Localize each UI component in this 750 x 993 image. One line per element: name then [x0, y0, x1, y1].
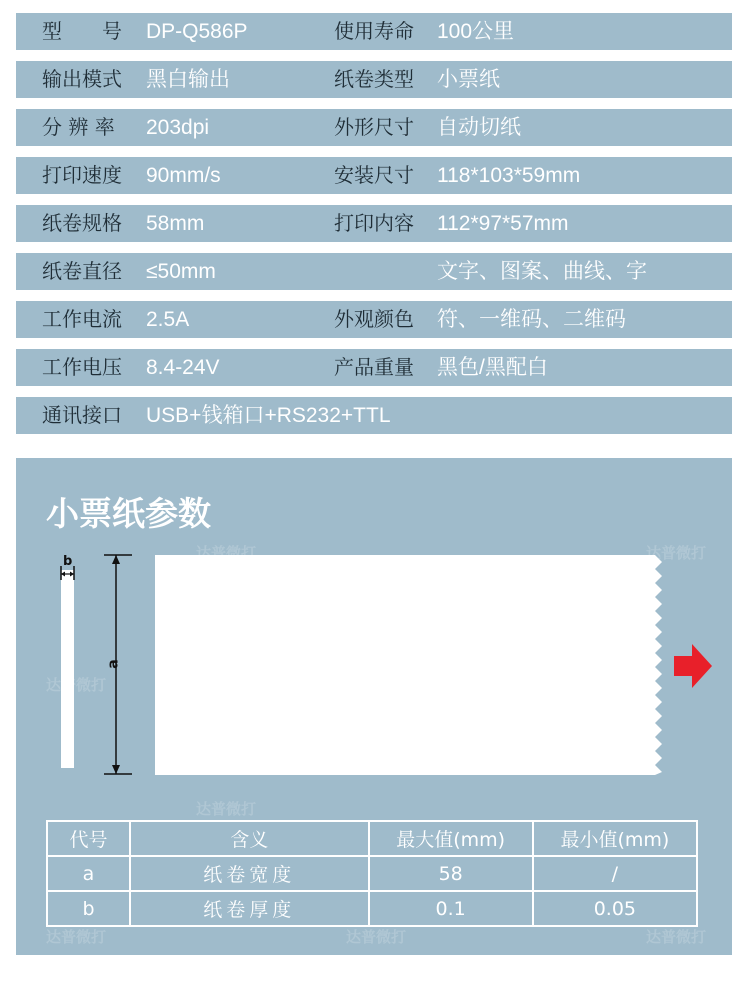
spec-label: 工作电流	[42, 307, 122, 331]
watermark: 达普微打	[196, 800, 257, 818]
spec-row	[16, 397, 732, 434]
next-arrow-icon	[674, 644, 712, 688]
table-cell: a	[47, 856, 130, 891]
spec-row	[16, 349, 732, 386]
spec-label: 纸卷直径	[42, 259, 122, 283]
spec-label: 分 辨 率	[42, 115, 115, 139]
spec-value: 文字、图案、曲线、字	[437, 260, 647, 283]
spec-value: USB+钱箱口+RS232+TTL	[146, 404, 391, 427]
spec-value: 90mm/s	[146, 164, 221, 187]
spec-value: 100公里	[437, 20, 515, 43]
spec-label: 打印速度	[42, 163, 122, 187]
spec-value: 118*103*59mm	[437, 164, 581, 187]
section-title: 小票纸参数	[46, 494, 211, 533]
spec-label: 型 号	[42, 19, 122, 43]
column-header: 最大值(mm)	[369, 821, 533, 856]
table-cell: /	[533, 856, 697, 891]
watermark: 达普微打	[646, 928, 707, 946]
paper-parameter-table	[46, 820, 698, 927]
spec-value: 自动切纸	[437, 116, 521, 139]
spec-label: 外观颜色	[334, 307, 414, 331]
spec-label: 工作电压	[42, 355, 122, 379]
spec-value: 8.4-24V	[146, 356, 220, 379]
table-row	[47, 856, 697, 891]
column-header: 代号	[47, 821, 130, 856]
spec-row	[16, 157, 732, 194]
spec-label: 通讯接口	[42, 403, 122, 427]
table-cell: 纸卷宽度	[130, 856, 369, 891]
table-header-row	[47, 821, 697, 856]
table-cell: 纸卷厚度	[130, 891, 369, 926]
spec-value: 符、一维码、二维码	[437, 308, 626, 331]
spec-label: 输出模式	[42, 67, 122, 91]
spec-value: 112*97*57mm	[437, 212, 569, 235]
spec-label: 使用寿命	[334, 19, 414, 43]
spec-label: 外形尺寸	[334, 115, 414, 139]
spec-value: 黑白输出	[146, 68, 230, 91]
spec-label: 安装尺寸	[334, 163, 414, 187]
spec-row	[16, 253, 732, 290]
paper-parameters-panel	[16, 458, 732, 955]
spec-row	[16, 61, 732, 98]
spec-label: 纸卷规格	[42, 211, 122, 235]
spec-value: 黑色/黑配白	[437, 356, 548, 379]
table-cell: 58	[369, 856, 533, 891]
watermark: 达普微打	[46, 676, 107, 694]
dimension-b-label: b	[63, 554, 73, 569]
column-header: 最小值(mm)	[533, 821, 697, 856]
table-cell: b	[47, 891, 130, 926]
spec-value: 2.5A	[146, 308, 190, 331]
table-cell: 0.05	[533, 891, 697, 926]
table-row	[47, 891, 697, 926]
spec-label: 产品重量	[334, 355, 414, 379]
watermark: 达普微打	[646, 544, 707, 562]
dimension-a-label: a	[105, 659, 122, 669]
spec-value: DP-Q586P	[146, 20, 248, 43]
spec-label: 打印内容	[334, 211, 414, 235]
watermark: 达普微打	[346, 928, 407, 946]
watermark: 达普微打	[46, 928, 107, 946]
spec-row	[16, 205, 732, 242]
spec-row	[16, 13, 732, 50]
paper-sheet	[155, 555, 662, 775]
spec-row	[16, 301, 732, 338]
spec-label: 纸卷类型	[334, 67, 414, 91]
watermark: 达普微打	[196, 544, 257, 562]
spec-value: ≤50mm	[146, 260, 216, 283]
table-cell: 0.1	[369, 891, 533, 926]
spec-value: 小票纸	[437, 68, 500, 91]
spec-value: 58mm	[146, 212, 205, 235]
spec-row	[16, 109, 732, 146]
spec-value: 203dpi	[146, 116, 210, 139]
column-header: 含义	[130, 821, 369, 856]
